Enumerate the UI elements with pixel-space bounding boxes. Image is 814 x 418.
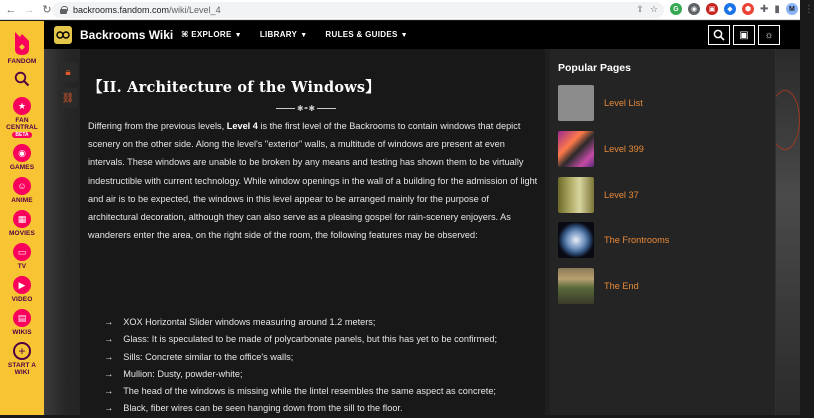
popular-page-item[interactable] [558,177,758,213]
page-thumbnail[interactable] [558,131,594,167]
chevron-down-icon: ▼ [300,32,308,39]
right-rail [550,49,775,415]
sun-icon: ☼ [764,29,774,41]
lock-icon [60,6,67,14]
copy-link-button[interactable] [58,88,78,108]
popular-page-item[interactable] [558,222,758,258]
compass-icon: ⌘ [181,30,192,39]
wiki-header [44,21,800,49]
rail-item-tv[interactable]: TV [17,263,27,270]
bookmark-star-icon[interactable]: ☆ [649,4,658,14]
page-thumbnail[interactable] [558,268,594,304]
search-icon [713,29,725,41]
list-item: → The head of the windows is missing while the lintel resembles the same aspect as concrete; [88,383,540,400]
nav-library[interactable]: LIBRARY ▼ [259,30,308,39]
lock-icon: 🔒︎ [65,66,71,78]
popular-page-link[interactable]: Level 37 [604,190,639,200]
list-item: → XOX Horizontal Slider windows measuring around 1.2 meters; [88,314,540,331]
wiki-logo-icon[interactable] [54,26,72,44]
page-thumbnail[interactable] [558,222,594,258]
browser-toolbar [0,0,814,20]
menu-kebab-icon[interactable]: ⋮ [803,3,814,15]
side-panel-icon[interactable]: ▮ [774,3,780,15]
article-content [80,49,545,415]
link-icon: ⛓︎ [61,92,75,104]
article-paragraph: Differing from the previous levels, Level 4 is the first level of the Backrooms to contain windows that depict scenery on the other side. Along the level's "exterior" walls, a multitude of windows are present at even intervals. These windows are unable to be broken by any means and testing has shown them to be virtually indestructible with current technology. While window openings in the wall of a building for the admission of light and air is to be expected, the windows in this level appear to be arranged mainly for the purpose of architectural decoration, although they can also serve as a pleasing gospel for rain-scenery enjoyers. As wanderers enter the area, on the right side of the room, the following features may be observed: [88,121,538,241]
nav-rules-guides[interactable]: RULES & GUIDES ▼ [325,30,408,39]
section-heading: 【II. Architecture of the Windows】 [88,79,380,96]
divider-ornament-icon: ✱◓✱ [296,103,316,113]
extension-icon[interactable]: ⬢ [742,3,754,15]
rail-item-video[interactable]: VIDEO [11,296,33,303]
back-icon[interactable]: ← [5,3,17,16]
popular-page-link[interactable]: The Frontrooms [604,235,670,245]
fandom-logo-icon[interactable] [7,28,37,58]
arrow-icon: → [104,334,114,345]
plus-icon[interactable]: + [13,342,31,360]
theme-toggle-button[interactable] [758,25,780,45]
rail-item-movies[interactable]: MOVIES [9,230,35,237]
address-bar[interactable] [52,2,664,18]
chevron-down-icon: ▼ [400,32,408,39]
share-icon[interactable]: ⇪ [636,4,644,14]
reload-icon[interactable]: ↻ [42,4,52,16]
extension-icon[interactable]: G [670,3,682,15]
search-button[interactable] [708,25,730,45]
popular-page-link[interactable]: Level 399 [604,144,644,154]
section-divider [276,103,336,113]
arrow-icon: → [104,386,114,397]
arrow-icon: → [104,368,114,379]
fandom-label: FANDOM [7,58,37,65]
nav-explore[interactable]: ⌘ EXPLORE ▼ [181,30,242,39]
wikis-icon[interactable]: ▤ [13,309,31,327]
protected-lock-button[interactable] [58,62,78,82]
popular-page-item[interactable] [558,268,758,304]
rail-item-wikis[interactable]: WIKIS [12,329,32,336]
search-icon[interactable] [14,71,30,87]
popular-page-item[interactable] [558,131,758,167]
tv-icon[interactable]: ▭ [13,243,31,261]
page-tools [58,62,78,108]
rail-item-start-a-wiki[interactable]: START A WIKI [7,362,37,376]
fandom-global-nav [0,21,44,415]
arrow-icon: → [104,351,114,362]
avatar[interactable]: M [786,3,798,15]
rail-item-games[interactable]: GAMES [9,164,35,171]
discussions-button[interactable] [733,25,755,45]
fan-central-icon[interactable]: ★ [13,97,31,115]
forward-icon[interactable]: → [23,3,35,16]
games-icon[interactable]: ◉ [13,144,31,162]
feature-list [88,314,540,418]
arrow-icon: → [104,317,114,327]
url-path: /wiki/Level_4 [169,5,221,15]
level-name: Level 4 [226,121,258,131]
video-icon[interactable]: ▶ [13,276,31,294]
page-thumbnail[interactable] [558,85,594,121]
list-item: → Mullion: Dusty, powder-white; [88,366,540,383]
page-thumbnail[interactable] [558,177,594,213]
popular-pages-title: Popular Pages [558,62,631,74]
arrow-icon: → [104,403,114,414]
extension-icon[interactable]: ◆ [724,3,736,15]
list-item: → Sills: Concrete similar to the office's walls; [88,349,540,366]
beta-badge: BETA [12,132,31,138]
anime-icon[interactable]: ☺ [13,177,31,195]
chat-bubbles-icon: ▣ [739,29,749,41]
url-host: backrooms.fandom.com [73,5,170,15]
popular-page-link[interactable]: Level List [604,98,643,108]
rail-item-anime[interactable]: ANIME [11,197,33,204]
puzzle-icon[interactable]: ✚ [760,3,769,15]
movies-icon[interactable]: ▦ [13,210,31,228]
chevron-down-icon: ▼ [234,32,242,39]
popular-page-link[interactable]: The End [604,281,639,291]
extension-icon[interactable]: ▣ [706,3,718,15]
popular-page-item[interactable] [558,85,758,121]
list-item: → Glass: It is speculated to be made of polycarbonate panels, but this has yet to be confirmed; [88,331,540,348]
extension-icon[interactable]: ◉ [688,3,700,15]
wiki-title[interactable]: Backrooms Wiki [80,28,174,42]
rail-item-fan-central[interactable]: FAN CENTRAL [6,117,38,131]
list-item: → Black, fiber wires can be seen hanging down from the sill to the floor. [88,400,540,417]
